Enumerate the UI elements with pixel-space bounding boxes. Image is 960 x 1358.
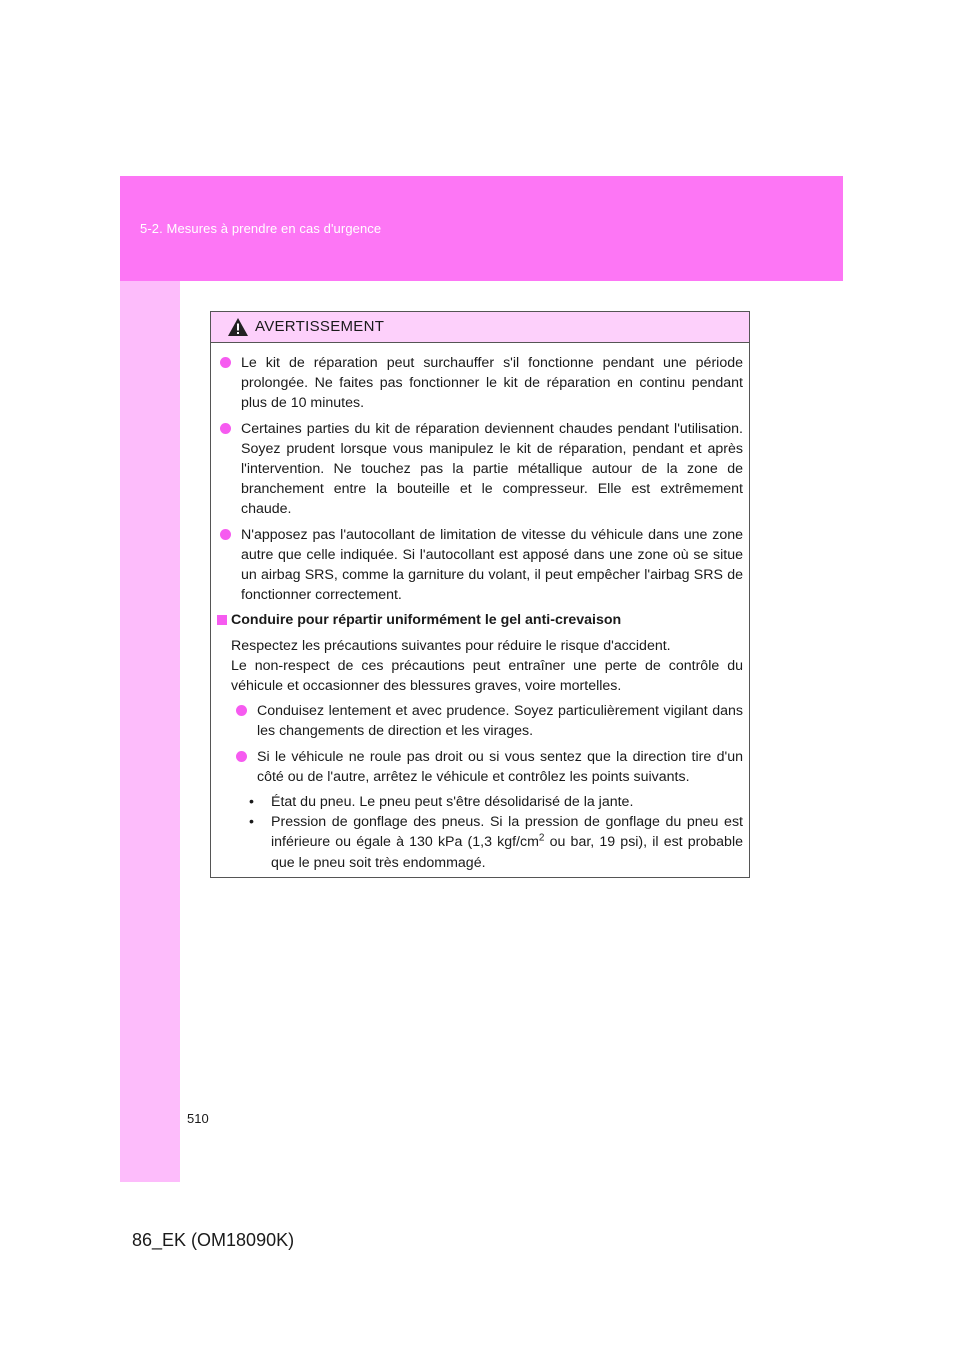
section-title: 5-2. Mesures à prendre en cas d'urgence	[140, 221, 382, 236]
check-list	[215, 792, 743, 873]
warning-body	[211, 343, 749, 873]
warning-bullet	[215, 353, 743, 414]
warning-triangle-icon	[227, 317, 249, 337]
intro-line-1: Respectez les précautions suivantes pour réduire le risque d'accident.	[231, 637, 671, 654]
bullet-icon	[236, 705, 247, 716]
check-text: État du pneu. Le pneu peut s'être désolidarisé de la jante.	[271, 794, 634, 811]
warning-bullet	[231, 747, 743, 787]
bullet-icon	[220, 423, 231, 434]
warning-bullet	[215, 419, 743, 520]
bullet-icon	[220, 529, 231, 540]
dot-bullet: •	[249, 814, 254, 831]
dot-bullet: •	[249, 794, 254, 811]
superscript: 2	[538, 832, 545, 844]
warning-bullet	[231, 701, 743, 741]
check-item	[241, 812, 743, 873]
side-band	[120, 281, 180, 1182]
bullet-icon	[220, 357, 231, 368]
check-text: Pression de gonflage des pneus. Si la pression de gonflage du pneu est inférieure ou égale à 130 kPa (1,3 kgf/cm	[271, 814, 743, 851]
page-number: 510	[187, 1111, 209, 1126]
warning-bullet-text: Si le véhicule ne roule pas droit ou si vous sentez que la direction tire d'un côté ou de l'autre, arrêtez le véhicule et contrôlez les points suivants.	[257, 748, 743, 785]
warning-title: AVERTISSEMENT	[255, 318, 385, 335]
square-bullet-icon	[217, 615, 227, 625]
warning-bullet-text: N'apposez pas l'autocollant de limitation de vitesse du véhicule dans une zone autre que celle indiquée. Si l'autocollant est apposé dans une zone où se situe un airbag SRS, comme la garniture du volant, il peut empêcher l'airbag SRS de fonctionner correctement.	[241, 526, 743, 604]
check-text-cont: ou bar, 19 psi), il est probable que le pneu soit très endommagé.	[271, 834, 743, 871]
check-item	[241, 792, 743, 812]
document-code: 86_EK (OM18090K)	[132, 1230, 295, 1250]
warning-bullet-text: Certaines parties du kit de réparation deviennent chaudes pendant l'utilisation. Soyez prudent lorsque vous manipulez le kit de réparation, pendant et après l'intervention. Ne touchez pas la partie métallique autour de la zone de branchement entre la bouteille et le compresseur. Elle est extrêmement chaude.	[241, 420, 743, 518]
warning-box	[210, 311, 750, 878]
subsection-heading	[215, 610, 743, 630]
bullet-icon	[236, 751, 247, 762]
warning-bullet-text: Le kit de réparation peut surchauffer s'il fonctionne pendant une période prolongée. Ne faites pas fonctionner le kit de réparation en continu pendant plus de 10 minutes.	[241, 355, 743, 412]
subsection-title: Conduire pour répartir uniformément le gel anti-crevaison	[231, 612, 622, 629]
warning-bullet	[215, 525, 743, 606]
intro-line-2: Le non-respect de ces précautions peut entraîner une perte de contrôle du véhicule et occasionner des blessures graves, voire mortelles.	[231, 657, 743, 695]
warning-header	[211, 312, 749, 343]
intro-paragraph	[215, 636, 743, 697]
warning-bullet-text: Conduisez lentement et avec prudence. Soyez particulièrement vigilant dans les changements de direction et les virages.	[257, 703, 743, 740]
